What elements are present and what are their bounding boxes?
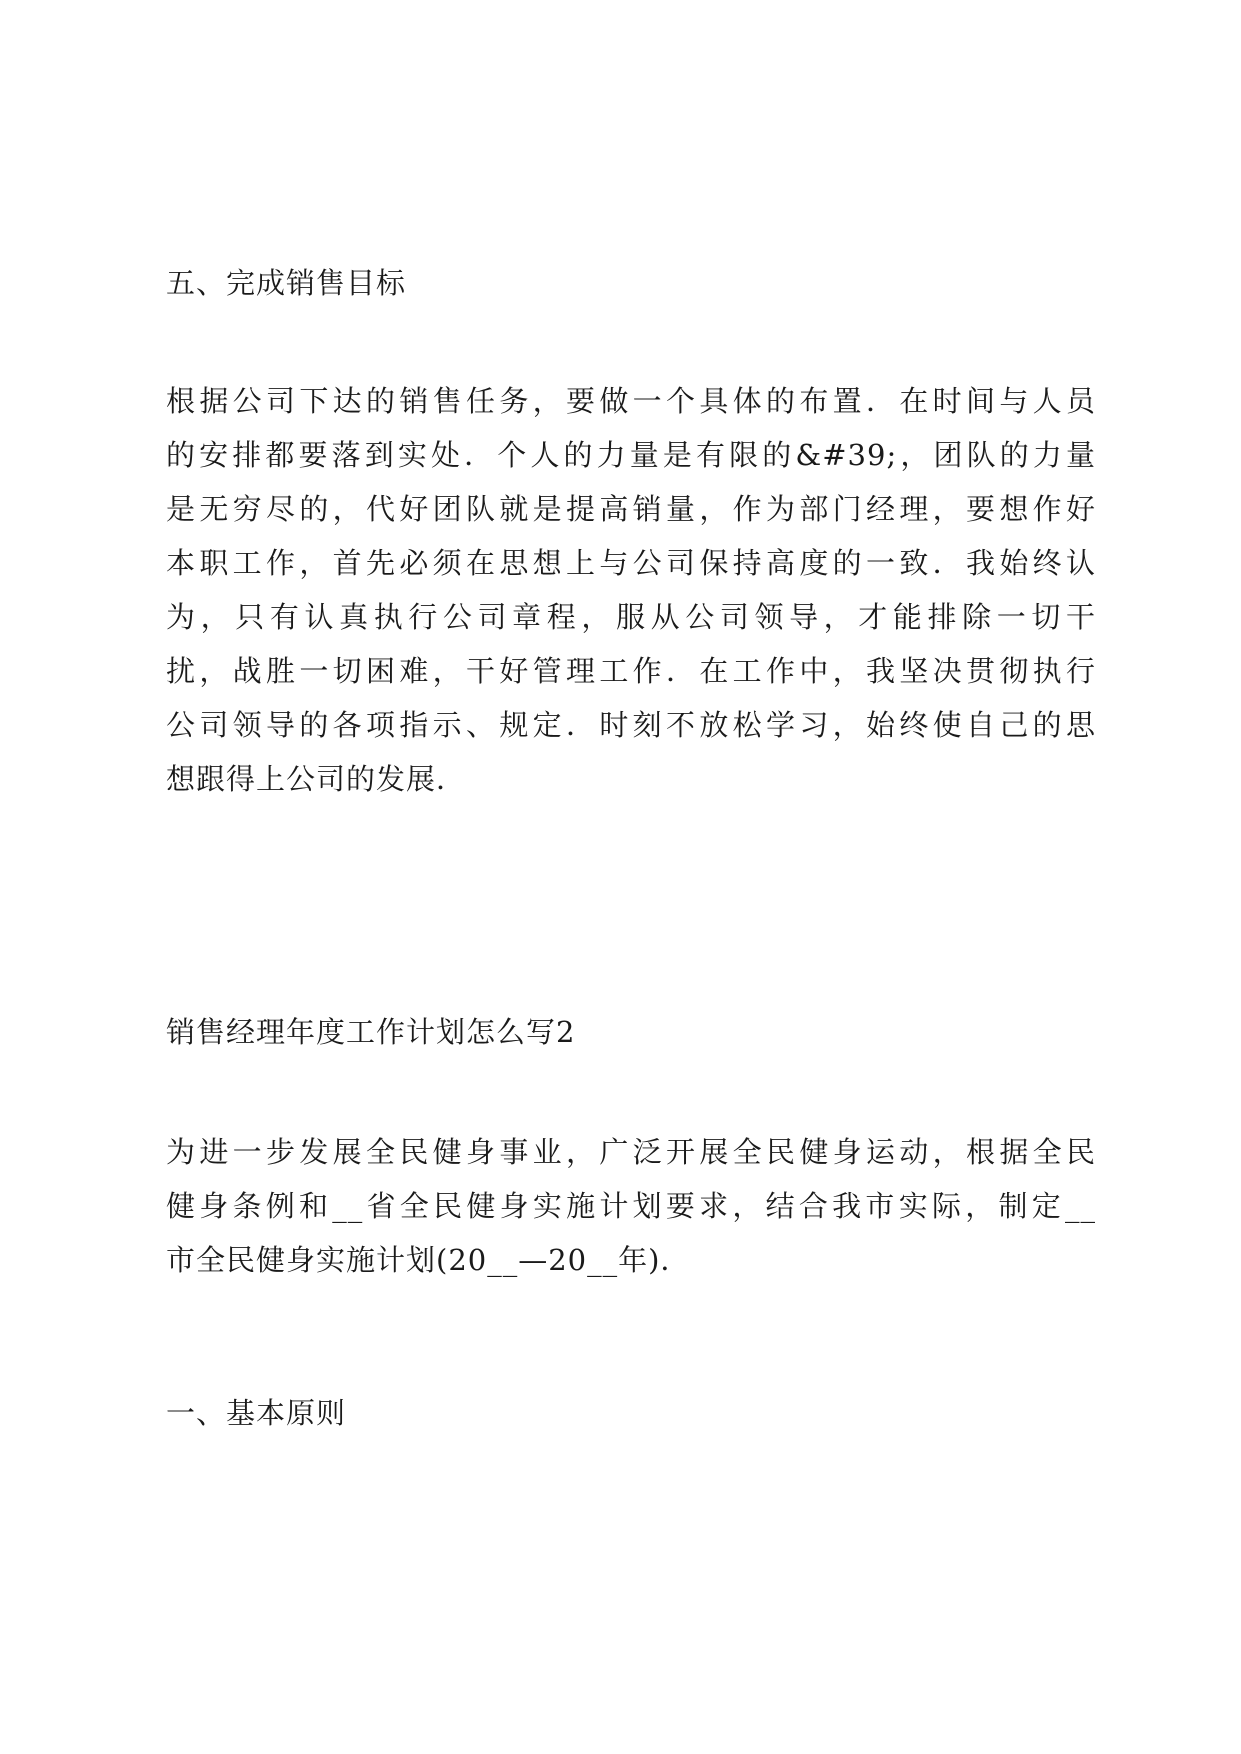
paragraph-line: 公司领导的各项指示、规定．时刻不放松学习，始终使自己的思 [166,708,1096,742]
heading-text: 一、基本原则 [166,1396,347,1430]
paragraph-line: 本职工作，首先必须在思想上与公司保持高度的一致．我始终认 [166,546,1096,580]
paragraph-line: 根据公司下达的销售任务，要做一个具体的布置．在时间与人员 [166,384,1096,418]
plan-title-text: 销售经理年度工作计划怎么写2 [166,1015,576,1049]
paragraph-line: 想跟得上公司的发展． [166,762,467,796]
paragraph-line: 市全民健身实施计划(20__—20__年)． [166,1243,691,1277]
paragraph-line: 为进一步发展全民健身事业，广泛开展全民健身运动，根据全民 [166,1135,1096,1169]
paragraph-line: 的安排都要落到实处．个人的力量是有限的&#39;，团队的力量 [166,438,1096,472]
paragraph-fitness-plan [166,1125,1096,1287]
paragraph-line: 是无穷尽的，代好团队就是提高销量，作为部门经理，要想作好 [166,492,1096,526]
paragraph-line: 为，只有认真执行公司章程，服从公司领导，才能排除一切干 [166,600,1096,634]
paragraph-line: 扰，战胜一切困难，干好管理工作．在工作中，我坚决贯彻执行 [166,654,1096,688]
plan-title [166,1005,1096,1059]
section-heading-five [166,256,1096,310]
paragraph-line: 健身条例和__省全民健身实施计划要求，结合我市实际，制定__ [166,1189,1096,1223]
section-heading-one [166,1386,1096,1440]
heading-text: 五、完成销售目标 [166,266,407,300]
paragraph-sales-target [166,374,1096,806]
